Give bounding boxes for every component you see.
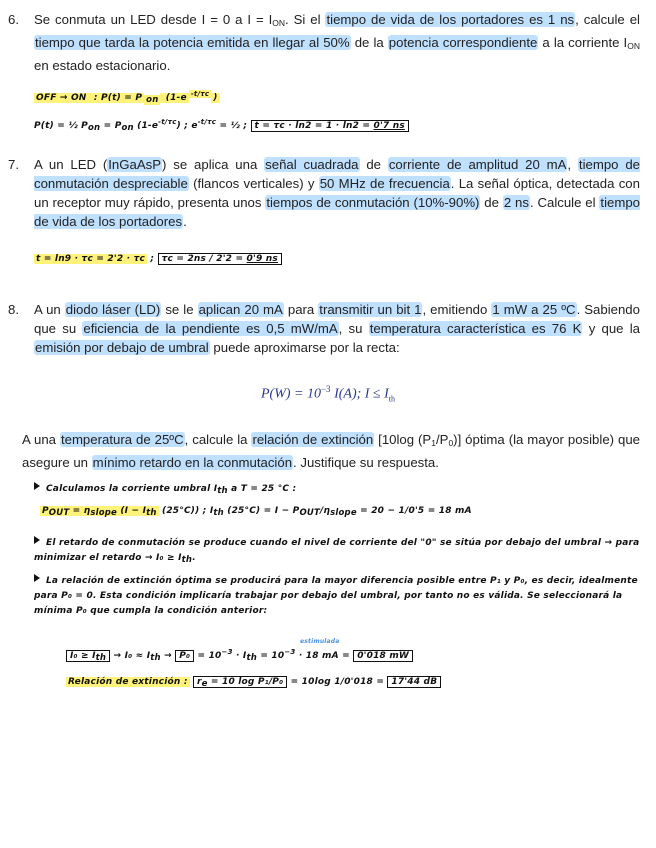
boxed-result: 0'018 mW	[353, 650, 413, 662]
highlight: 1 mW a 25 ºC	[492, 302, 576, 317]
highlight: InGaAsP	[108, 157, 162, 172]
highlight: relación de extinción	[252, 432, 374, 447]
bullet-icon	[34, 574, 40, 582]
handwritten-paragraph: El retardo de conmutación se produce cuando el nivel de corriente del "0" se sitúa por debajo del umbral → para minimizar el retardo → I₀ ≥ Ith.	[34, 538, 640, 565]
highlight: señal cuadrada	[265, 157, 359, 172]
boxed-result: 17'44 dB	[387, 676, 441, 688]
highlight: eficiencia de la pendiente es 0,5 mW/mA	[83, 321, 338, 336]
boxed-result: τc = 2ns / 2'2 = 0'9 ns	[158, 253, 282, 265]
highlight: diodo láser (LD)	[65, 302, 161, 317]
handwritten-note: estimulada	[300, 638, 340, 645]
highlight: 2 ns	[503, 195, 529, 210]
handwritten-line: t = ln9 · τc = 2'2 · τc ; τc = 2ns / 2'2 = 0'9 ns	[34, 254, 282, 264]
problem-8	[8, 300, 640, 357]
handwritten-line: P(t) = ½ Pon = Pon $(1-e^{-t/\tau c})$ ; $e^{-t/\tau c}$ = ½ ; t = τc · ln2 = 1 · ln2 = 0'7 ns	[34, 118, 409, 133]
highlight: tiempos de conmutación (10%-90%)	[266, 195, 480, 210]
highlight: corriente de amplitud 20 mA	[388, 157, 567, 172]
problem-number: 8.	[8, 302, 19, 317]
highlight: transmitir un bit 1	[319, 302, 422, 317]
highlight: tiempo que tarda la potencia emitida en llegar al 50%	[35, 35, 350, 50]
highlight: 50 MHz de frecuencia	[319, 176, 450, 191]
question-text: A una temperatura de 25ºC, calcule la relación de extinción [10log $(P_1/P_0)$] óptima (la mayor posible) que asegure un mínimo retardo en la conmutación. Justifique su respuesta.	[22, 432, 640, 470]
highlight: temperatura característica es 76 K	[369, 321, 582, 336]
handwritten-line: Relación de extinción : re = 10 log P₁/P₀ = 10log 1/0'018 = 17'44 dB	[66, 677, 441, 689]
problem-statement: Se conmuta un LED desde I = 0 a $I = I_{ON}$. Si el tiempo de vida de los portadores es 1 ns, calcule el tiempo que tarda la potencia emitida en llegar al 50% de la potencia correspondiente a la corriente $I_{ON}$ en estado estacionario.	[34, 12, 640, 73]
highlight: mínimo retardo en la conmutación	[92, 455, 293, 470]
bullet-icon	[34, 482, 40, 490]
highlight: emisión por debajo de umbral	[35, 340, 209, 355]
problem-number: 6.	[8, 12, 19, 27]
handwritten-line: I₀ ≥ Ith → I₀ ≈ Ith → $P_0 = 10^{-3}$ · Ith = $10^{-3} \cdot 18$ mA = 0'018 mW	[66, 648, 413, 663]
handwritten-line: OFF → ON : P(t) = P on (1-e $^{-t/\tau c}$ )	[36, 90, 218, 105]
highlight: tiempo de vida de los portadores	[34, 195, 641, 229]
bullet-icon	[34, 536, 40, 544]
highlight: temperatura de 25ºC	[60, 432, 184, 447]
handwritten-paragraph: La relación de extinción óptima se producirá para la mayor diferencia posible entre P₁ y P₀, es decir, idealmente para P₀ = 0. Esta condición implicaría trabajar por debajo del umbral, por tanto no es válida. Se seleccionará la mínima P₀ que cumpla la condición anterior:	[34, 576, 638, 616]
highlight: potencia correspondiente	[388, 35, 538, 50]
problem-number: 7.	[8, 157, 19, 172]
problem-statement: A un LED (InGaAsP) se aplica una señal cuadrada de corriente de amplitud 20 mA, tiempo de conmutación despreciable (flancos verticales) y 50 MHz de frecuencia. La señal óptica, detectada con un receptor muy rápido, presenta unos tiempos de conmutación (10%-90%) de 2 ns. Calcule el tiempo de vida de los portadores.	[34, 157, 641, 229]
problem-7	[8, 155, 640, 231]
formula: $P(W) = 10^{-3}$ I(A); $I \le I_{th}$	[260, 384, 396, 404]
problem-6	[8, 10, 640, 75]
boxed-result: t = τc · ln2 = 1 · ln2 = 0'7 ns	[251, 120, 409, 132]
handwritten-line: POUT = ηslope (I − Ith (25°C)) ; Ith (25°C) = I − POUT/ηslope = 20 − 1/0'5 = 18 mA	[42, 506, 472, 518]
highlight: tiempo de conmutación despreciable	[34, 157, 641, 191]
highlight: aplican 20 mA	[198, 302, 283, 317]
problem-statement: A un diodo láser (LD) se le aplican 20 mA para transmitir un bit 1, emitiendo 1 mW a 25 ºC. Sabiendo que su eficiencia de la pendiente es 0,5 mW/mA, su temperatura característica es 76 K y que la emisión por debajo de umbral puede aproximarse por la recta:	[34, 302, 640, 355]
highlight: tiempo de vida de los portadores es 1 ns	[326, 12, 575, 27]
handwritten-line: Calculamos la corriente umbral Ith a T = 25 °C :	[34, 482, 296, 496]
